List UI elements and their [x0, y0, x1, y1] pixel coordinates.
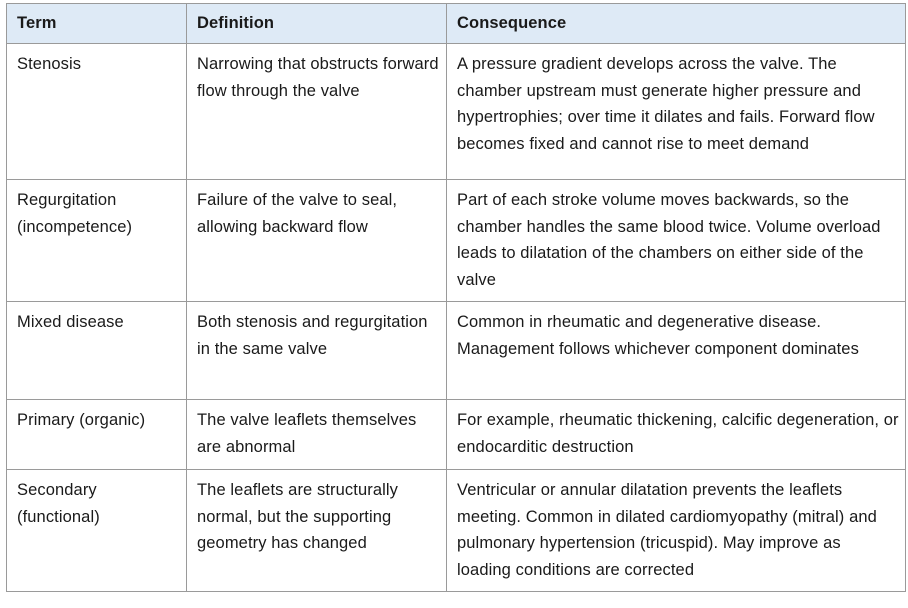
definition-cell: Failure of the valve to seal, allowing backward flow [187, 180, 447, 302]
valve-disease-table [6, 3, 906, 592]
definition-cell: The leaflets are structurally normal, but the supporting geometry has changed [187, 470, 447, 592]
table-row [7, 180, 906, 302]
header-row [7, 4, 906, 44]
term-cell: Mixed disease [7, 302, 187, 400]
table-row [7, 44, 906, 180]
consequence-cell: A pressure gradient develops across the valve. The chamber upstream must generate higher pressure and hypertrophies; over time it dilates and fails. Forward flow becomes fixed and cannot rise to meet demand [447, 44, 906, 180]
table-row [7, 400, 906, 470]
consequence-cell: Common in rheumatic and degenerative disease. Management follows whichever component dominates [447, 302, 906, 400]
definition-cell: The valve leaflets themselves are abnormal [187, 400, 447, 470]
table-row [7, 302, 906, 400]
definition-cell: Both stenosis and regurgitation in the same valve [187, 302, 447, 400]
term-cell: Secondary (functional) [7, 470, 187, 592]
term-cell: Primary (organic) [7, 400, 187, 470]
column-header-definition: Definition [187, 4, 447, 44]
column-header-consequence: Consequence [447, 4, 906, 44]
consequence-cell: Ventricular or annular dilatation prevents the leaflets meeting. Common in dilated cardiomyopathy (mitral) and pulmonary hypertension (tricuspid). May improve as loading conditions are corrected [447, 470, 906, 592]
definition-cell: Narrowing that obstructs forward flow through the valve [187, 44, 447, 180]
term-cell: Stenosis [7, 44, 187, 180]
table-row [7, 470, 906, 592]
term-cell: Regurgitation (incompetence) [7, 180, 187, 302]
consequence-cell: Part of each stroke volume moves backwards, so the chamber handles the same blood twice. Volume overload leads to dilatation of the chambers on either side of the valve [447, 180, 906, 302]
consequence-cell: For example, rheumatic thickening, calcific degeneration, or endocarditic destruction [447, 400, 906, 470]
column-header-term: Term [7, 4, 187, 44]
